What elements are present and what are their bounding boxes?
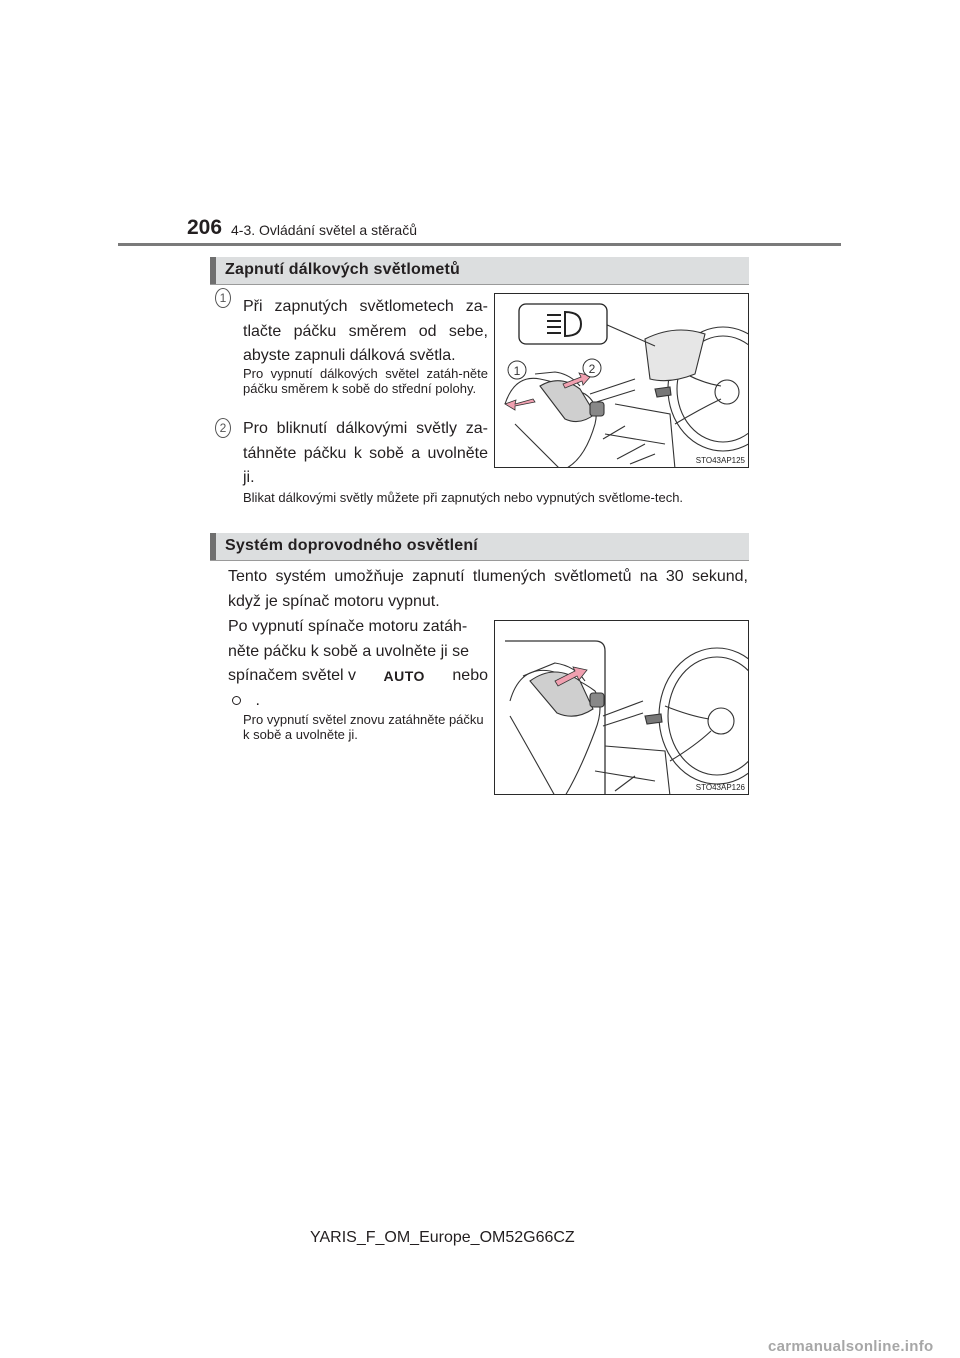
step-number-2: 2	[215, 418, 231, 438]
lever-illustration	[495, 621, 749, 795]
watermark: carmanualsonline.info	[768, 1338, 934, 1355]
header-divider	[118, 243, 841, 246]
section-accent	[210, 257, 216, 284]
figure-high-beam-lever	[494, 293, 749, 468]
paragraph-line-4-end: .	[255, 691, 260, 709]
section-path: 4-3. Ovládání světel a stěračů	[231, 222, 417, 238]
section-title: Systém doprovodného osvětlení	[225, 537, 478, 554]
section-2-intro: Tento systém umožňuje zapnutí tlumených světlometů na 30 sekund, když je spínač motoru vypnut.	[228, 568, 748, 610]
figure-code: STO43AP126	[695, 783, 745, 792]
section-title: Zapnutí dálkových světlometů	[225, 261, 460, 278]
section-1-footnote: Blikat dálkovými světly můžete při zapnutých nebo vypnutých světlome-tech.	[243, 490, 684, 505]
section-heading-high-beam	[210, 257, 749, 284]
section-heading-follow-me-home	[210, 533, 749, 560]
auto-symbol: AUTO	[383, 668, 425, 684]
section-accent	[210, 533, 216, 560]
pull-arrow-icon	[505, 399, 535, 410]
paragraph-line-3	[228, 664, 488, 689]
step-1-note: Pro vypnutí dálkových světel zatáh-něte páčku směrem k sobě do střední polohy.	[243, 366, 488, 396]
figure-label-1: 1	[513, 364, 521, 378]
paragraph-line-2: něte páčku k sobě a uvolněte ji se	[228, 642, 470, 660]
figure-code: STO43AP125	[695, 456, 745, 465]
paragraph-line-3-end: nebo	[452, 667, 488, 684]
step-number-1: 1	[215, 288, 231, 308]
document-code: YARIS_F_OM_Europe_OM52G66CZ	[310, 1229, 575, 1246]
step-1-text: Při zapnutých světlometech za-tlačte páčku směrem od sebe, abyste zapnuli dálková světla.	[243, 298, 488, 364]
section-2-paragraph	[228, 615, 488, 713]
paragraph-line-4	[228, 689, 488, 714]
figure-label-2: 2	[588, 362, 596, 376]
figure-follow-me-home-lever	[494, 620, 749, 795]
section-divider	[210, 560, 749, 561]
page-number: 206	[187, 216, 223, 239]
paragraph-line-1: Po vypnutí spínače motoru zatáh-	[228, 618, 468, 635]
small-light-ring-icon	[232, 696, 241, 705]
step-2-text: Pro bliknutí dálkovými světly za-táhněte páčku k sobě a uvolněte ji.	[243, 420, 488, 486]
section-divider	[210, 284, 749, 285]
section-2-note: Pro vypnutí světel znovu zatáhněte páčku k sobě a uvolněte ji.	[243, 712, 484, 742]
lever-illustration	[495, 294, 749, 468]
paragraph-line-3-start: spínačem světel v	[228, 667, 357, 684]
